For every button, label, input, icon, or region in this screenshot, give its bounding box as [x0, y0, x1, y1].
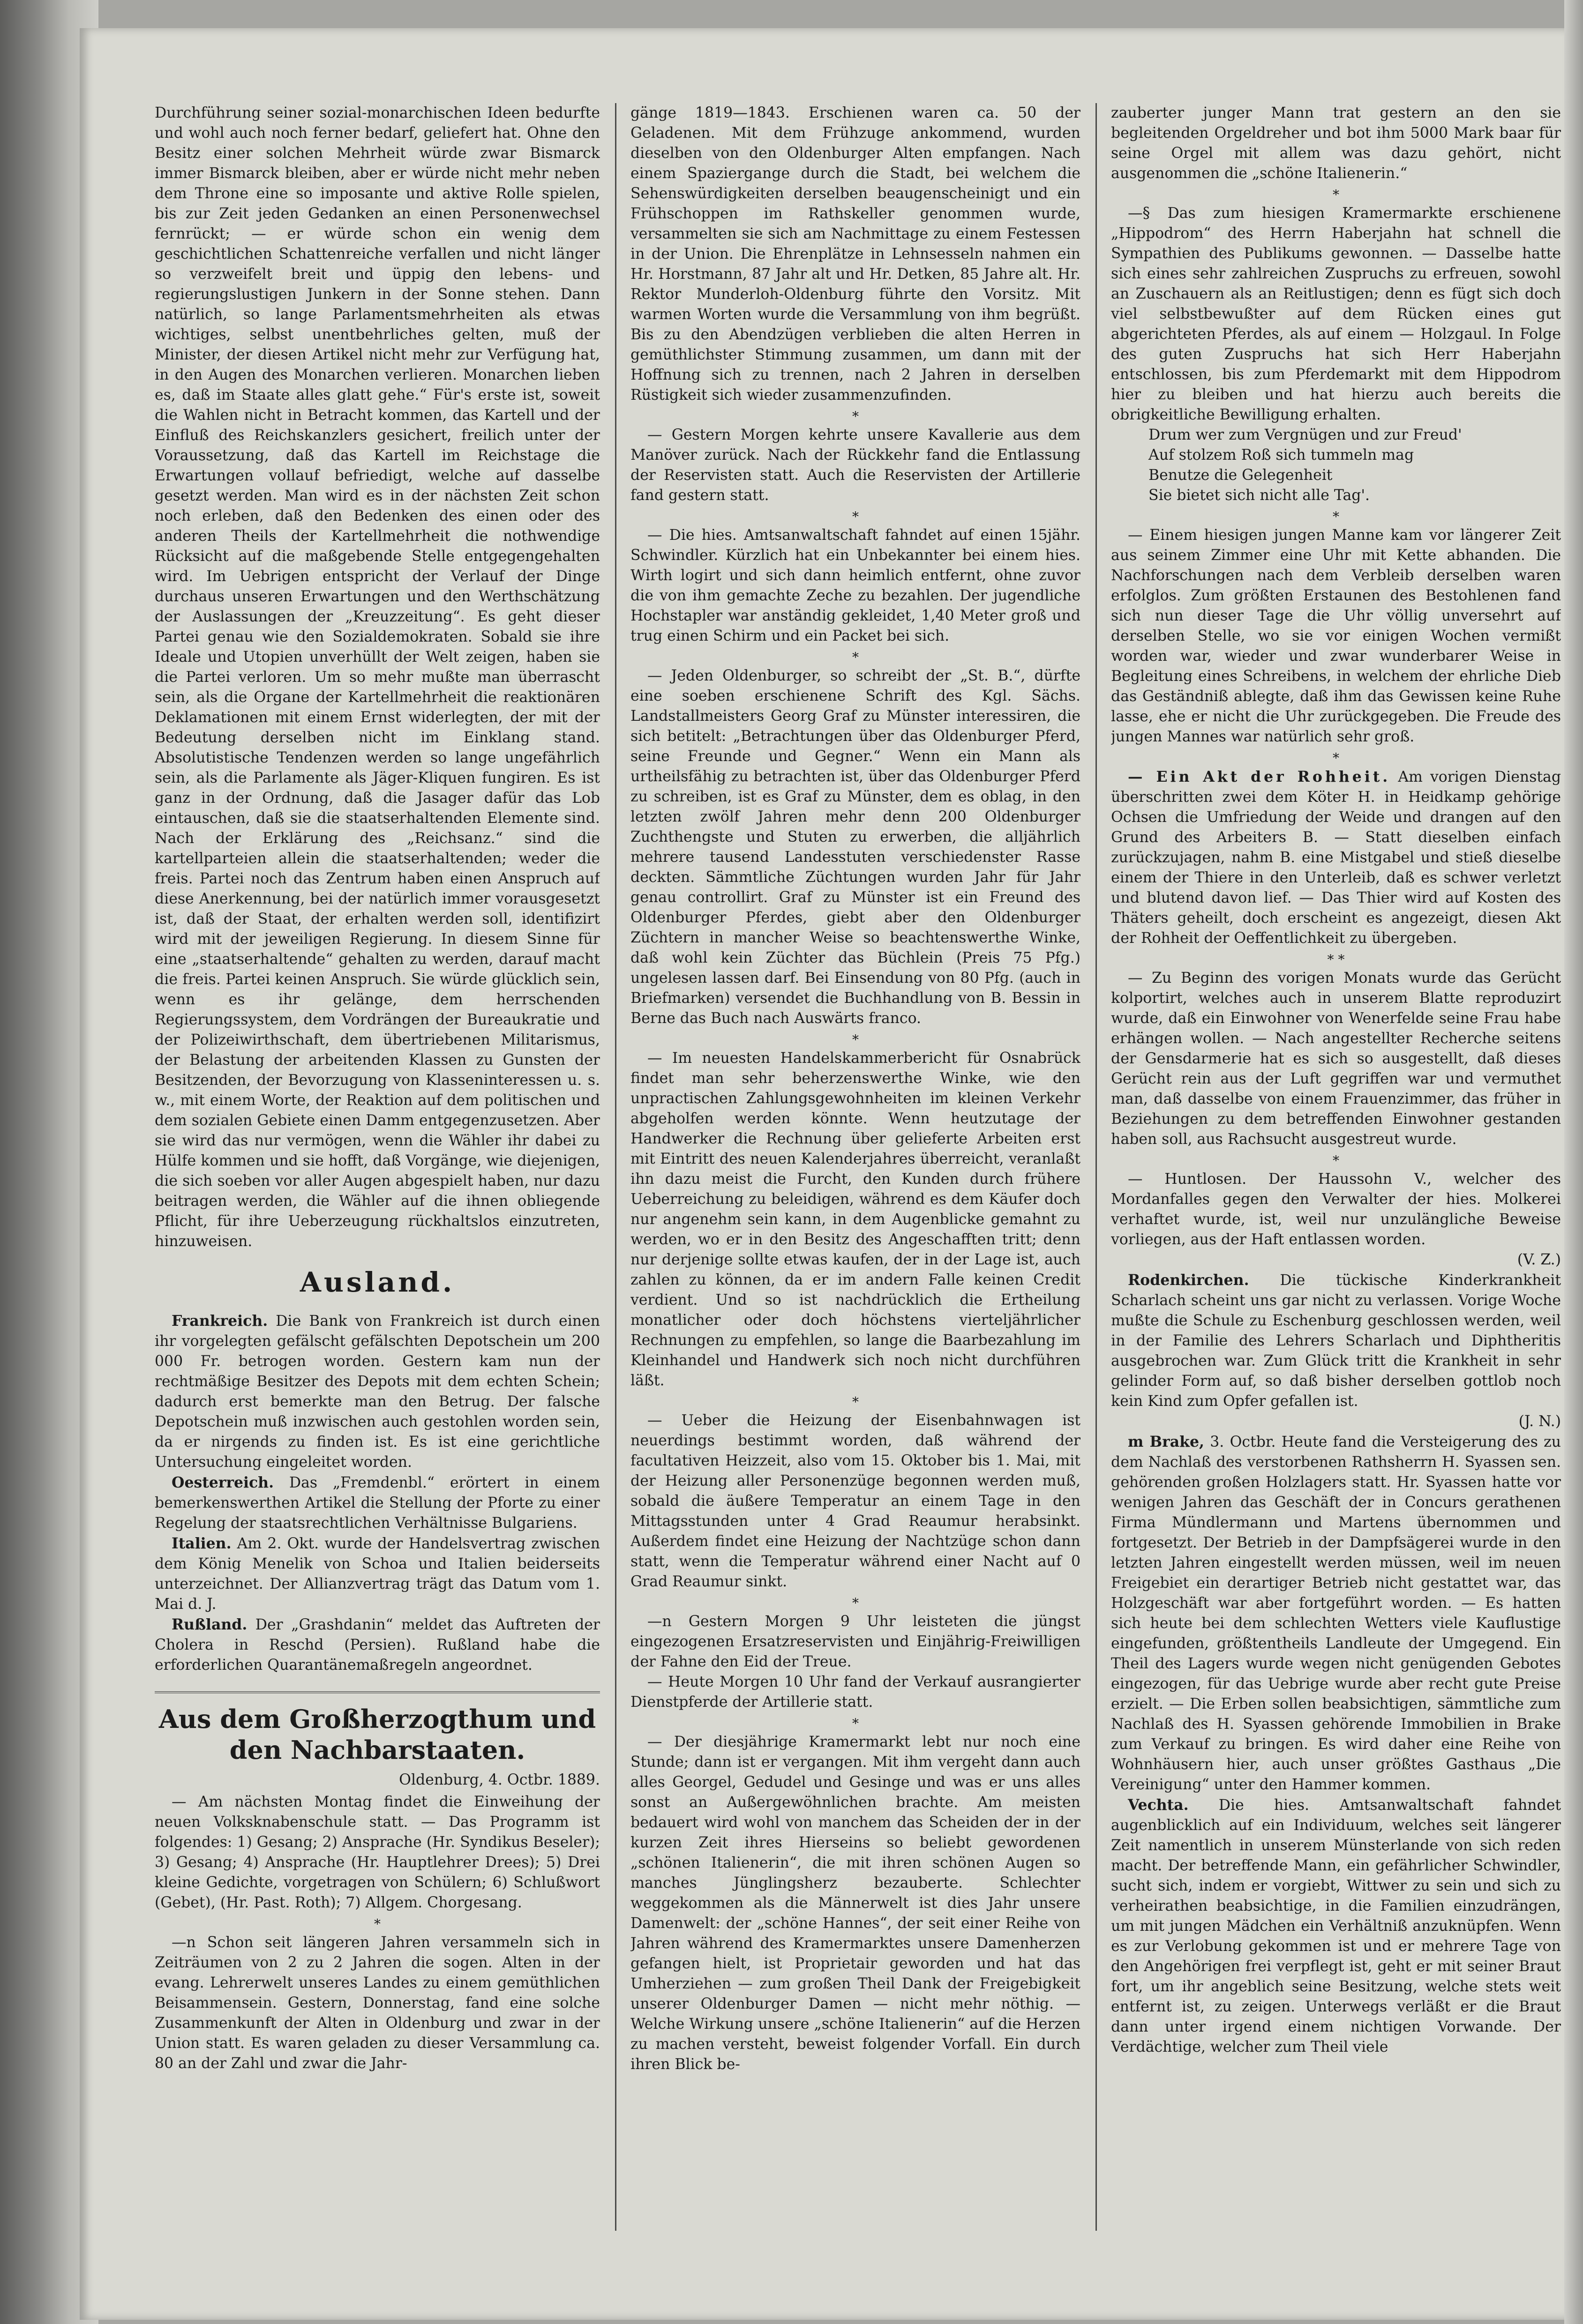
news-ersatzreservisten: —n Gestern Morgen 9 Uhr leisteten die jüngst eingezogenen Ersatzreservisten und Einjährig-Freiwilligen der Fahne den Eid der Treue.: [630, 1613, 1080, 1670]
column-2: [630, 103, 1080, 2231]
separator-star: *: [852, 1716, 859, 1731]
label-oesterreich: Oesterreich.: [172, 1474, 274, 1491]
text-brake: 3. Octbr. Heute fand die Versteigerung des zu dem Nachlaß des verstorbenen Rathsherrn H. Syassen sen. gehörenden großen Holzlagers statt. Hr. Syassen hatte vor wenigen Jahren das Geschäft der in Concurs gerathenen Firma Mündlermann und Martens übernommen und fortgesetzt. Der Betrieb in der Dampfsägerei wurde in den letzten Jahren eingestellt werden müssen, weil im neuen Freigebiet ein derartiger Betrieb nicht gestattet war, das Holzgeschäft war aber fortgeführt worden. — Es hatten sich heute bei dem schlechten Wetters viele Kauflustige eingefunden, größtentheils Landleute der Umgegend. Ein Theil des Lagers wurde wegen nicht genügenden Gebotes eingezogen, für das Uebrige wurde aber recht gute Preise erzielt. — Die Erben sollen beabsichtigen, sämmtliche zum Nachlaß des H. Syassen gehörende Immobilien in Brake zum Verkauf zu bringen. Es wird daher eine Reihe von Wohnhäusern hier, auch unser größtes Gasthaus „Die Vereinigung“ unter den Hammer kommen.: [1111, 1434, 1561, 1793]
source-signature: (V. Z.): [1517, 1251, 1561, 1268]
news-schwindler: — Die hies. Amtsanwaltschaft fahndet auf einen 15jähr. Schwindler. Kürzlich hat ein Unbekannter bei einem hies. Wirth logirt und sich dann heimlich entfernt, ohne zuvor die von ihm gemachte Zeche zu bezahlen. Der jugendliche Hochstapler war anständig gekleidet, 1,40 Meter groß und trug einen Schirm und ein Packet bei sich.: [630, 527, 1080, 644]
news-rodenkirchen: [1111, 1270, 1561, 1412]
separator-star: *: [1333, 509, 1339, 524]
dateline: Oldenburg, 4. Octbr. 1889.: [399, 1771, 600, 1788]
separator-star: *: [1333, 1153, 1339, 1168]
news-kavallerie: — Gestern Morgen kehrte unsere Kavallerie aus dem Manöver zurück. Nach der Rückkehr fand die Entlassung der Reservisten statt. Auch die Reservisten der Artillerie fand gestern statt.: [630, 426, 1080, 504]
text-frankreich: Die Bank von Frankreich ist durch einen ihr vorgelegten gefälscht gefälschten Depotschein um 200 000 Fr. betrogen worden. Gestern kam nun der rechtmäßige Besitzer des Depots mit dem echten Schein; dadurch erst bemerkte man den Betrug. Der falsche Depotschein muß inzwischen auch gestohlen worden sein, da er nirgends zu finden ist. Es ist eine gerichtliche Untersuchung eingeleitet worden.: [155, 1313, 600, 1471]
separator-star: *: [374, 1916, 381, 1932]
label-italien: Italien.: [172, 1535, 232, 1552]
label-russland: Rußland.: [172, 1616, 248, 1633]
column-3: [1111, 103, 1561, 2231]
section-heading-grossherzogthum: Aus dem Großherzogthum und den Nachbarstaaten.: [155, 1691, 600, 1765]
verse-line: Benutze die Gelegenheit: [1148, 467, 1333, 484]
news-heizung: — Ueber die Heizung der Eisenbahnwagen ist neuerdings bestimmt worden, daß während der facultativen Heizzeit, also vom 15. Oktober bis 1. Mai, mit der Heizung aller Personenzüge begonnen werden muß, sobald die äußere Temperatur an einem Tage in den Mittagsstunden unter 4 Grad Reaumur herabsinkt. Außerdem findet eine Heizung der Nachtzüge schon dann statt, wenn die Temperatur während einer Nacht auf 0 Grad Reaumur sinkt.: [630, 1412, 1080, 1590]
news-handelskammer: — Im neuesten Handelskammerbericht für Osnabrück findet man sehr beherzenswerthe Winke, wie den unpractischen Zahlungsgewohnheiten im kleinen Verkehr abgeholfen werden könnte. Wenn heutzutage der Handwerker die Rechnung über gelieferte Arbeiten erst mit Eintritt des neuen Kalenderjahres überreicht, veranlaßt ihn dazu meist die Furcht, den Kunden durch frühere Ueberreichung zu beleidigen, während es dem Käufer doch nur angenehm sein kann, in dem Augenblicke gemahnt zu werden, wo er in den Besitz des Angeschafften tritt; denn nur derjenige sollte etwas kaufen, der in der Lage ist, auch zahlen zu können, da er im andern Falle keinen Credit verdient. Und so ist nachdrücklich die Ertheilung monatlicher oder doch höchstens vierteljährlicher Rechnungen zu empfehlen, so lange die Baarbezahlung im Kleinhandel und Handwerk sich noch nicht durchführen läßt.: [630, 1050, 1080, 1389]
separator-star: *: [1333, 187, 1339, 202]
news-rohheit: [1111, 767, 1561, 949]
news-frankreich: [155, 1311, 600, 1472]
verse-line: Drum wer zum Vergnügen und zur Freud': [1148, 426, 1462, 443]
column-rule-1: [615, 103, 616, 2231]
news-dienstpferde: — Heute Morgen 10 Uhr fand der Verkauf ausrangierter Dienstpferde der Artillerie statt.: [630, 1674, 1080, 1711]
label-vechta: Vechta.: [1128, 1796, 1189, 1814]
source-signature: (J. N.): [1518, 1413, 1561, 1430]
news-geruecht: — Zu Beginn des vorigen Monats wurde das Gerücht kolportirt, welches auch in unserem Blatte reproduzirt wurde, daß ein Einwohner von Wenerfelde seine Frau habe erhängen wollen. — Nach angestellter Recherche seitens der Gensdarmerie hat es sich so ausgestellt, daß dieses Gerücht rein aus der Luft gegriffen war und vermuthet man, daß dasselbe von einem Frauenzimmer, das früher in Beziehungen zu dem betreffenden Einwohner gestanden haben soll, aus Rachsucht ausgestreut wurde.: [1111, 970, 1561, 1148]
separator-star: *: [852, 650, 859, 665]
label-frankreich: Frankreich.: [172, 1312, 268, 1330]
news-brake: [1111, 1432, 1561, 1795]
news-kramermarkt: — Der diesjährige Kramermarkt lebt nur noch eine Stunde; dann ist er vergangen. Mit ihm vergeht dann auch alles Georgel, Gedudel und Gesinge und was er uns alles sonst an Außergewöhnlichen brachte. Am meisten bedauert wird wohl von manchem das Scheiden der in der kurzen Zeit ihres Hierseins so beliebt gewordenen „schönen Italienerin“, die mit ihren schönen Augen so manches Jünglingsherz bezauberte. Schlechter weggekommen als die Männerwelt ist dies Jahr unsere Damenwelt: der „schöne Hannes“, der seit einer Reihe von Jahren während des Kramermarktes unsere Damenherzen gefangen hielt, ist Proprietair geworden und hat das Umherziehen — zum großen Theil Dank der Freigebigkeit unserer Oldenburger Damen — nicht mehr nöthig. — Welche Wirkung unsere „schöne Italienerin“ auf die Herzen zu machen versteht, beweist folgender Vorfall. Ein durch ihren Blick be-: [630, 1734, 1080, 2073]
news-kramermarkt-continued: zauberter junger Mann trat gestern an den sie begleitenden Orgeldreher und bot ihm 5000 Mark baar für seine Orgel mit allem was dazu gehört, nicht ausgenommen die „schöne Italienerin.“: [1111, 105, 1561, 182]
news-italien: [155, 1533, 600, 1614]
column-rule-2: [1095, 103, 1097, 2231]
separator-star: *: [852, 509, 859, 524]
text-rodenkirchen: Die tückische Kinderkrankheit Scharlach scheint uns gar nicht zu verlassen. Vorige Woche mußte die Schule zu Eschenburg geschlossen werden, weil in der Familie des Lehrers Scharlach und Diphtheritis ausgebrochen war. Zum Glück tritt die Krankheit in sehr gelinder Form auf, so daß bisher derselben gottlob noch kein Kind zum Opfer gefallen ist.: [1111, 1272, 1561, 1410]
news-uhr: — Einem hiesigen jungen Manne kam vor längerer Zeit aus seinem Zimmer eine Uhr mit Kette abhanden. Die Nachforschungen nach dem Verbleib derselben waren erfolglos. Zum größten Erstaunen des Bestohlenen fand sich nun dieser Tage die Uhr völlig unversehrt auf derselben Stelle, wo sie vor einigen Wochen vermißt worden war, wieder und zwar wunderbarer Weise in Begleitung eines Schreibens, in welchem der ehrliche Dieb das Geständniß ablegte, daß ihm das Gewissen keine Ruhe lasse, ehe er nicht die Uhr zurückgegeben. Die Freude des jungen Mannes war natürlich sehr groß.: [1111, 527, 1561, 745]
separator-star: * *: [1327, 952, 1345, 967]
label-rodenkirchen: Rodenkirchen.: [1128, 1271, 1249, 1289]
verse-line: Auf stolzem Roß sich tummeln mag: [1148, 447, 1414, 463]
text-vechta: Die hies. Amtsanwaltschaft fahndet augenblicklich auf ein Individuum, welches seit längerer Zeit namentlich in unserem Münsterlande von sich reden macht. Der betreffende Mann, ein gefährlicher Schwindler, sucht sich, indem er vorgiebt, Wittwer zu sein und sich zu verheirathen beabsichtige, in die Familien einzudrängen, um mit jungen Mädchen ein Verhältniß anzuknüpfen. Wenn es zur Verlobung gekommen ist und er mehrere Tage von den Angehörigen frei verpflegt ist, geht er mit seiner Braut fort, um ihr angeblich seine Besitzung, welche stets weit entfernt ist, zu zeigen. Unterwegs verläßt er die Braut dann unter irgend einem nichtigen Vorwande. Der Verdächtige, welcher zum Theil viele: [1111, 1797, 1561, 2055]
news-oesterreich: [155, 1472, 600, 1533]
news-lehrer-versammlung: —n Schon seit längeren Jahren versammeln sich in Zeiträumen von 2 zu 2 Jahren die sogen. Alten in der evang. Lehrerwelt unseres Landes zu einem gemüthlichen Beisammensein. Gestern, Donnerstag, fand eine solche Zusammenkunft der Alten in Oldenburg und zwar in der Union statt. Es waren geladen zu dieser Versammlung ca. 80 an der Zahl und zwar die Jahr-: [155, 1934, 600, 2072]
text-rohheit: Am vorigen Dienstag überschritten zwei dem Köter H. in Heidkamp gehörige Ochsen die Umfriedung der Weide und drangen auf den Grund des Arbeiters B. — Statt dieselben einfach zurückzujagen, nahm B. eine Mistgabel und stieß dieselbe einem der Thiere in den Unterleib, daß es schwer verletzt und blutend davon lief. — Das Thier wird auf Kosten des Thäters geheilt, doch erscheint es angezeigt, diesen Akt der Rohheit der Oeffentlichkeit zu übergeben.: [1111, 769, 1561, 947]
separator-star: *: [852, 409, 859, 424]
news-huntlosen: — Huntlosen. Der Haussohn V., welcher des Mordanfalles gegen den Verwalter der hies. Molkerei verhaftet wurde, ist, weil nur unzulängliche Beweise vorliegen, aus der Haft entlassen worden.: [1111, 1171, 1561, 1248]
separator-star: *: [852, 1394, 859, 1410]
text-russland: Der „Grashdanin“ meldet das Auftreten der Cholera in Reschd (Persien). Rußland habe die erforderlichen Quarantänemaßregeln angeordnet.: [155, 1616, 600, 1674]
news-hippodrom: —§ Das zum hiesigen Kramermarkte erschienene „Hippodrom“ des Herrn Haberjahn hat schnell die Sympathien des Publikums gewonnen. — Dasselbe hatte sich eines sehr zahlreichen Zuspruchs zu erfreuen, sowohl an Zuschauern als an Reitlustigen; denn es fügt sich doch viel selbstbewußter auf dem Rücken eines gut abgerichteten Pferdes, als auf einem — Holzgaul. In Folge des guten Zuspruchs hat sich Herr Haberjahn entschlossen, bis zum Pferdemarkt mit dem Hippodrom hier zu bleiben und hat hierzu auch bereits die obrigkeitliche Bewilligung erhalten.: [1111, 205, 1561, 423]
text-italien: Am 2. Okt. wurde der Handelsvertrag zwischen dem König Menelik von Schoa und Italien beiderseits unterzeichnet. Der Allianzvertrag trägt das Datum vom 1. Mai d. J.: [155, 1535, 600, 1613]
news-volksknabenschule: — Am nächsten Montag findet die Einweihung der neuen Volksknabenschule statt. — Das Programm ist folgendes: 1) Gesang; 2) Ansprache (Hr. Syndikus Beseler); 3) Gesang; 4) Ansprache (Hr. Hauptlehrer Drees); 5) Drei kleine Gedichte, vorgetragen von Schülern; 6) Schlußwort (Gebet), (Hr. Past. Roth); 7) Allgem. Chorgesang.: [155, 1793, 600, 1911]
text-oesterreich: Das „Fremdenbl.“ erörtert in einem bemerkenswerthen Artikel die Stellung der Pforte zu einer Regelung der staatsrechtlichen Verhältnisse Bulgariens.: [155, 1474, 600, 1532]
page-edge: [1564, 0, 1583, 2324]
news-oldenburger-pferd: — Jeden Oldenburger, so schreibt der „St. B.“, dürfte eine soeben erschienene Schrift des Kgl. Sächs. Landstallmeisters Georg Graf zu Münster interessiren, die sich betitelt: „Betrachtungen über das Oldenburger Pferd, seine Freunde und Gegner.“ Wenn ein Mann als urtheilsfähig zu betrachten ist, über das Oldenburger Pferd zu schreiben, ist es Graf zu Münster, dem es oblag, in den letzten zwölf Jahren mehr denn 200 Oldenburger Zuchthengste und Stuten zu erwerben, die alljährlich mehrere tausend Landesstuten verschiedenster Rasse deckten. Sämmtliche Züchtungen wurden Jahr für Jahr genau controllirt. Graf zu Münster ist ein Freund des Oldenburger Pferdes, giebt aber den Oldenburger Züchtern in mancher Weise so beachtenswerthe Winke, daß wohl kein Züchter das Büchlein (Preis 75 Pfg.) ungelesen lassen darf. Bei Einsendung von 80 Pfg. (auch in Briefmarken) versendet die Buchhandlung von B. Bessin in Berne das Buch nach Auswärts franco.: [630, 667, 1080, 1027]
news-vechta: [1111, 1795, 1561, 2057]
separator-star: *: [1333, 750, 1339, 766]
verse-line: Sie bietet sich nicht alle Tag'.: [1148, 487, 1370, 504]
separator-star: *: [852, 1595, 859, 1611]
title-rohheit: — Ein Akt der Rohheit.: [1128, 768, 1391, 785]
section-heading-ausland: Ausland.: [300, 1266, 455, 1298]
news-lehrer-continued: gänge 1819—1843. Erschienen waren ca. 50 der Geladenen. Mit dem Frühzuge ankommend, wurden dieselben von den Oldenburger Alten empfangen. Nach einem Spaziergange durch die Stadt, bei welchem die Sehenswürdigkeiten derselben beaugenscheinigt und ein Frühschoppen im Rathskeller genommen wurde, versammelten sie sich am Nachmittage zu einem Festessen in der Union. Die Ehrenplätze in Lehnsesseln nahmen ein Hr. Horstmann, 87 Jahr alt und Hr. Detken, 85 Jahre alt. Hr. Rektor Munderloh-Oldenburg führte den Vorsitz. Mit warmen Worten wurde die Versammlung von ihm begrüßt. Bis zu den Abendzügen verblieben die alten Herren in gemüthlichster Stimmung zusammen, um dann mit der Hoffnung sich zu trennen, nach 2 Jahren in derselben Rüstigkeit sich wieder zusammenzufinden.: [630, 105, 1080, 404]
news-russland: [155, 1614, 600, 1675]
article-politics-continued: Durchführung seiner sozial-monarchischen Ideen bedurfte und wohl auch noch ferner bedarf, geliefert hat. Ohne den Besitz einer solchen Mehrheit würde zwar Bismarck immer Bismarck bleiben, aber er würde nicht mehr neben dem Throne eine so imposante und aktive Rolle spielen, bis zur Zeit jeden Gedanken an einen Personenwechsel fernrückt; — er würde schon ein wenig dem geschichtlichen Schattenreiche verfallen und nicht länger so verzweifelt breit und üppig den lebens- und regierungslustigen Junkern in der Sonne stehen. Dann natürlich, so lange Parlamentsmehrheiten als etwas wichtiges, selbst unentbehrliches gelten, muß der Minister, der diesen Artikel nicht mehr zur Verfügung hat, in den Augen des Monarchen verlieren. Monarchen lieben es, daß im Staate alles glatt gehe.“ Für's erste ist, soweit die Wahlen nicht in Betracht kommen, das Kartell und der Einfluß des Reichskanzlers gesichert, freilich unter der Voraussetzung, daß das Kartell im Reichstage die Erwartungen vollauf befriedigt, welche auf dasselbe gesetzt werden. Man wird es in der nächsten Zeit schon noch erleben, daß den Bedenken des einen oder des anderen Theils der Kartellmehrheit die nothwendige Rücksicht auf die maßgebende Stelle entgegengehalten wird. Im Uebrigen entspricht der Verlauf der Dinge durchaus unseren Erwartungen und den Werthschätzung der Auslassungen der „Kreuzzeitung“. Es geht dieser Partei genau wie den Sozialdemokraten. Sobald sie ihre Ideale und Utopien unverhüllt der Welt zeigen, haben sie die Partei verloren. Um so mehr mußte man überrascht sein, als die Organe der Kartellmehrheit die reaktionären Deklamationen mit einem Ernst widerlegten, der mit der Bedeutung derselben nicht im Einklang stand. Absolutistische Tendenzen werden so lange ungefährlich sein, als die Parlamente als Jäger-Kliquen fungiren. Es ist ganz in der Ordnung, daß die Jasager dafür das Lob eintauschen, daß sie die staatserhaltenden Elemente sind. Nach der Erklärung des „Reichsanz.“ sind die kartellparteien allein die staatserhaltenden; weder die freis. Partei noch das Zentrum haben einen Anspruch auf diese Anerkennung, bei der natürlich immer vorausgesetzt ist, daß der Staat, der erhalten werden soll, identifizirt wird mit der jeweiligen Regierung. In diesem Sinne für eine „staatserhaltende“ gehalten zu werden, darauf macht die freis. Partei keinen Anspruch. Sie würde glücklich sein, wenn es ihr gelänge, dem herrschenden Regierungssystem, dem Vordrängen der Bureaukratie und der Polizeiwirthschaft, dem übertriebenen Militarismus, der Belastung der arbeitenden Klassen zu Gunsten der Besitzenden, der Bevorzugung von Klasseninteressen u. s. w., mit einem Worte, der Reaktion auf dem politischen und dem sozialen Gebiete einen Damm entgegenzusetzen. Aber sie wird das nur vermögen, wenn die Wähler ihr dabei zu Hülfe kommen und sie hofft, daß Vorgänge, wie diejenigen, die sich soeben vor aller Augen abgespielt haben, nur dazu beitragen werden, die Wähler auf die ihnen obliegende Pflicht, für ihre Ueberzeugung rückhaltslos einzutreten, hinzuweisen.: [155, 105, 600, 1250]
label-brake: m Brake,: [1128, 1433, 1204, 1450]
separator-star: *: [852, 1032, 859, 1047]
column-1: [155, 103, 600, 2231]
